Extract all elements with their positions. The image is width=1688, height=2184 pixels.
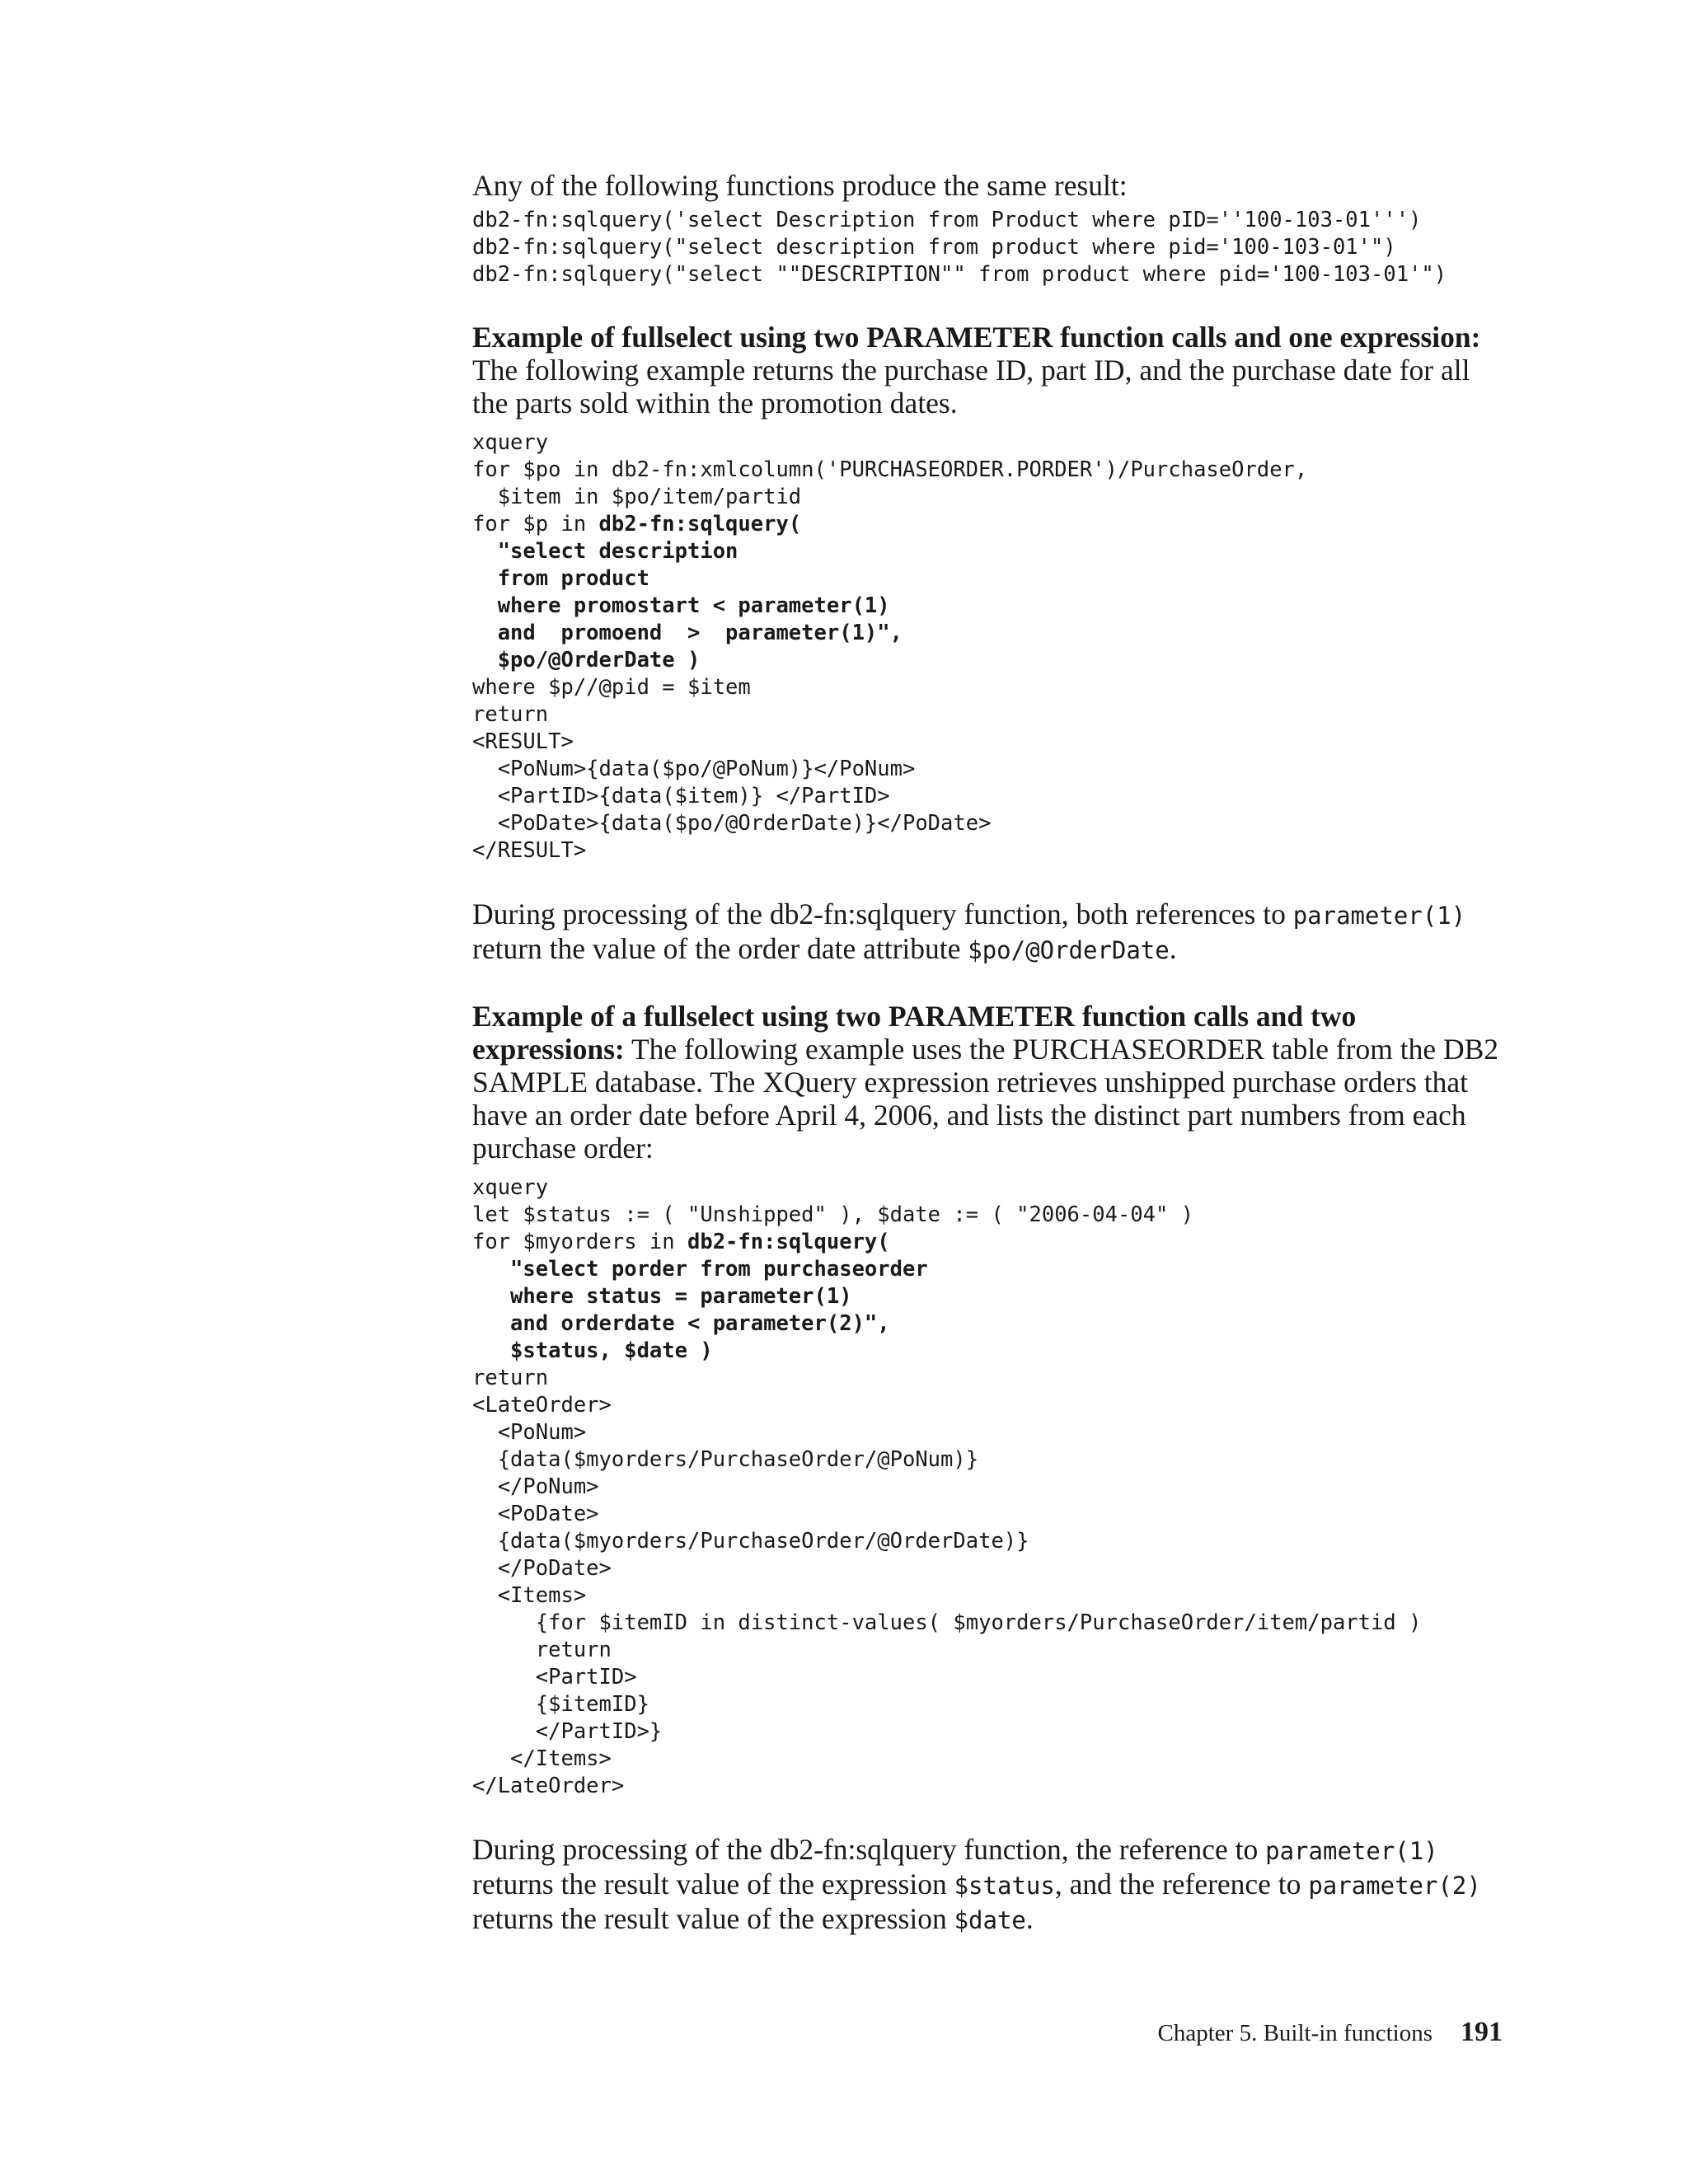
code-text: and orderdate < parameter(2)", bbox=[472, 1311, 890, 1336]
code-text: {$itemID} bbox=[472, 1692, 649, 1717]
text-span: . bbox=[1025, 1902, 1034, 1935]
code-line bbox=[472, 1501, 1503, 1528]
code-line bbox=[472, 1637, 1503, 1664]
code-line bbox=[472, 1310, 1503, 1338]
code-line bbox=[472, 1256, 1503, 1283]
text-span: returns the result value of the expression bbox=[472, 1868, 954, 1900]
page-footer bbox=[1158, 2017, 1503, 2048]
inline-code: parameter(2) bbox=[1308, 1872, 1481, 1900]
intro-paragraph: Any of the following functions produce the same result: bbox=[472, 169, 1128, 202]
code-line bbox=[472, 1419, 1503, 1446]
code-text: <LateOrder> bbox=[472, 1393, 612, 1418]
code-line: db2-fn:sqlquery("select description from product where pid='100-103-01'") bbox=[472, 235, 1396, 260]
code-text: for $po in db2-fn:xmlcolumn('PURCHASEORDER.PORDER')/PurchaseOrder, bbox=[472, 457, 1308, 482]
text-span: , and the reference to bbox=[1054, 1868, 1309, 1900]
footer-chapter-title: Chapter 5. Built-in functions bbox=[1157, 2020, 1432, 2046]
code-text: for $myorders in bbox=[472, 1230, 687, 1254]
code-block-sqlquery-variants bbox=[472, 207, 1503, 288]
code-text: {for $itemID in distinct-values( $myorders/PurchaseOrder/item/partid ) bbox=[472, 1610, 1422, 1635]
code-text-bold: db2-fn:sqlquery( bbox=[687, 1230, 890, 1254]
code-text: </RESULT> bbox=[472, 838, 587, 863]
code-text: and promoend > parameter(1)", bbox=[472, 621, 903, 645]
code-text: xquery bbox=[472, 1175, 549, 1200]
code-line bbox=[472, 1283, 1503, 1310]
example-one-text: The following example returns the purchase ID, part ID, and the purchase date for all the parts sold within the promotion dates. bbox=[472, 354, 1470, 419]
code-text: </PartID>} bbox=[472, 1719, 663, 1744]
text-span: return the value of the order date attribute bbox=[472, 932, 968, 965]
code-text: let $status := ( "Unshipped" ), $date := ( "2006-04-04" ) bbox=[472, 1202, 1194, 1227]
code-text: where $p//@pid = $item bbox=[472, 675, 751, 700]
code-line bbox=[472, 457, 1503, 484]
code-line bbox=[472, 783, 1503, 810]
code-text: $status, $date ) bbox=[472, 1338, 713, 1363]
code-line bbox=[472, 701, 1503, 729]
processing-paragraph-two bbox=[472, 1833, 1503, 1937]
code-block-example-one bbox=[472, 429, 1503, 865]
code-line: db2-fn:sqlquery('select Description from Product where pID=''100-103-01''') bbox=[472, 208, 1422, 232]
code-text: </LateOrder> bbox=[472, 1774, 625, 1798]
code-line: db2-fn:sqlquery("select ""DESCRIPTION"" from product where pid='100-103-01'") bbox=[472, 262, 1447, 287]
code-line bbox=[472, 1664, 1503, 1691]
code-line bbox=[472, 1718, 1503, 1746]
code-line bbox=[472, 1582, 1503, 1610]
code-text: <RESULT> bbox=[472, 729, 574, 754]
code-line bbox=[472, 565, 1503, 593]
code-text: where promostart < parameter(1) bbox=[472, 593, 890, 618]
code-line bbox=[472, 810, 1503, 837]
code-line bbox=[472, 1474, 1503, 1501]
code-line bbox=[472, 1610, 1503, 1637]
page-content bbox=[472, 169, 1503, 1937]
code-text-bold: db2-fn:sqlquery( bbox=[598, 512, 802, 537]
example-two-text: The following example uses the PURCHASEORDER table from the DB2 SAMPLE database. The XQuery expression retrieves unshipped purchase orders that have an order date before April 4, 2006, and lists the distinct part numbers from each purchase order: bbox=[472, 1033, 1499, 1165]
code-text: <PartID>{data($item)} </PartID> bbox=[472, 784, 890, 808]
code-text: "select description bbox=[472, 539, 738, 564]
inline-code: $status bbox=[954, 1872, 1055, 1900]
code-text: </PoDate> bbox=[472, 1556, 612, 1581]
code-text: "select porder from purchaseorder bbox=[472, 1257, 928, 1282]
code-text: {data($myorders/PurchaseOrder/@PoNum)} bbox=[472, 1447, 979, 1472]
code-text: <PoDate> bbox=[472, 1502, 599, 1526]
code-line bbox=[472, 756, 1503, 783]
code-line bbox=[472, 429, 1503, 457]
text-span: returns the result value of the expression bbox=[472, 1902, 954, 1935]
code-text: $po/@OrderDate ) bbox=[472, 648, 701, 673]
code-line bbox=[472, 1446, 1503, 1474]
code-text: </PoNum> bbox=[472, 1474, 599, 1499]
code-text: <PoNum> bbox=[472, 1420, 587, 1445]
code-block-example-two bbox=[472, 1174, 1503, 1800]
code-text: return bbox=[472, 1638, 612, 1662]
code-line bbox=[472, 837, 1503, 865]
code-line bbox=[472, 1229, 1503, 1256]
text-span: During processing of the db2-fn:sqlquery function, both references to bbox=[472, 898, 1293, 930]
code-line bbox=[472, 511, 1503, 538]
code-text: from product bbox=[472, 566, 649, 591]
code-line bbox=[472, 1202, 1503, 1229]
code-line bbox=[472, 729, 1503, 756]
code-text: <PoDate>{data($po/@OrderDate)}</PoDate> bbox=[472, 811, 992, 836]
example-two-heading: Example of a fullselect using two PARAMETER function calls and two expressions: bbox=[472, 1000, 1357, 1066]
code-line bbox=[472, 674, 1503, 701]
code-text: <PoNum>{data($po/@PoNum)}</PoNum> bbox=[472, 757, 916, 781]
code-text: for $p in bbox=[472, 512, 599, 537]
code-line bbox=[472, 538, 1503, 565]
example-two-paragraph bbox=[472, 1000, 1503, 1165]
example-one-heading: Example of fullselect using two PARAMETER function calls and one expression: bbox=[472, 321, 1481, 354]
code-line bbox=[472, 1555, 1503, 1582]
code-line bbox=[472, 647, 1503, 674]
code-line bbox=[472, 1691, 1503, 1718]
code-text: {data($myorders/PurchaseOrder/@OrderDate)} bbox=[472, 1529, 1029, 1554]
code-line bbox=[472, 1338, 1503, 1365]
code-line bbox=[472, 620, 1503, 647]
code-line bbox=[472, 1528, 1503, 1555]
processing-paragraph-one bbox=[472, 898, 1503, 967]
inline-code: parameter(1) bbox=[1265, 1837, 1438, 1865]
code-text: $item in $po/item/partid bbox=[472, 485, 802, 509]
code-text: where status = parameter(1) bbox=[472, 1284, 852, 1309]
code-line bbox=[472, 1174, 1503, 1202]
code-text: <PartID> bbox=[472, 1665, 637, 1690]
code-line bbox=[472, 1746, 1503, 1773]
code-line bbox=[472, 1365, 1503, 1392]
code-text: </Items> bbox=[472, 1746, 612, 1771]
code-text: return bbox=[472, 1366, 549, 1390]
code-text: return bbox=[472, 702, 549, 727]
inline-code: parameter(1) bbox=[1292, 902, 1466, 930]
code-text: <Items> bbox=[472, 1583, 587, 1608]
code-line bbox=[472, 1392, 1503, 1419]
inline-code: $date bbox=[954, 1906, 1026, 1934]
text-span: During processing of the db2-fn:sqlquery function, the reference to bbox=[472, 1833, 1266, 1866]
code-line bbox=[472, 1773, 1503, 1800]
inline-code: $po/@OrderDate bbox=[968, 936, 1170, 964]
code-line bbox=[472, 593, 1503, 620]
code-line bbox=[472, 484, 1503, 511]
code-text: xquery bbox=[472, 430, 549, 455]
text-span: . bbox=[1169, 932, 1177, 965]
example-one-paragraph bbox=[472, 321, 1503, 419]
page-number: 191 bbox=[1461, 2017, 1503, 2047]
